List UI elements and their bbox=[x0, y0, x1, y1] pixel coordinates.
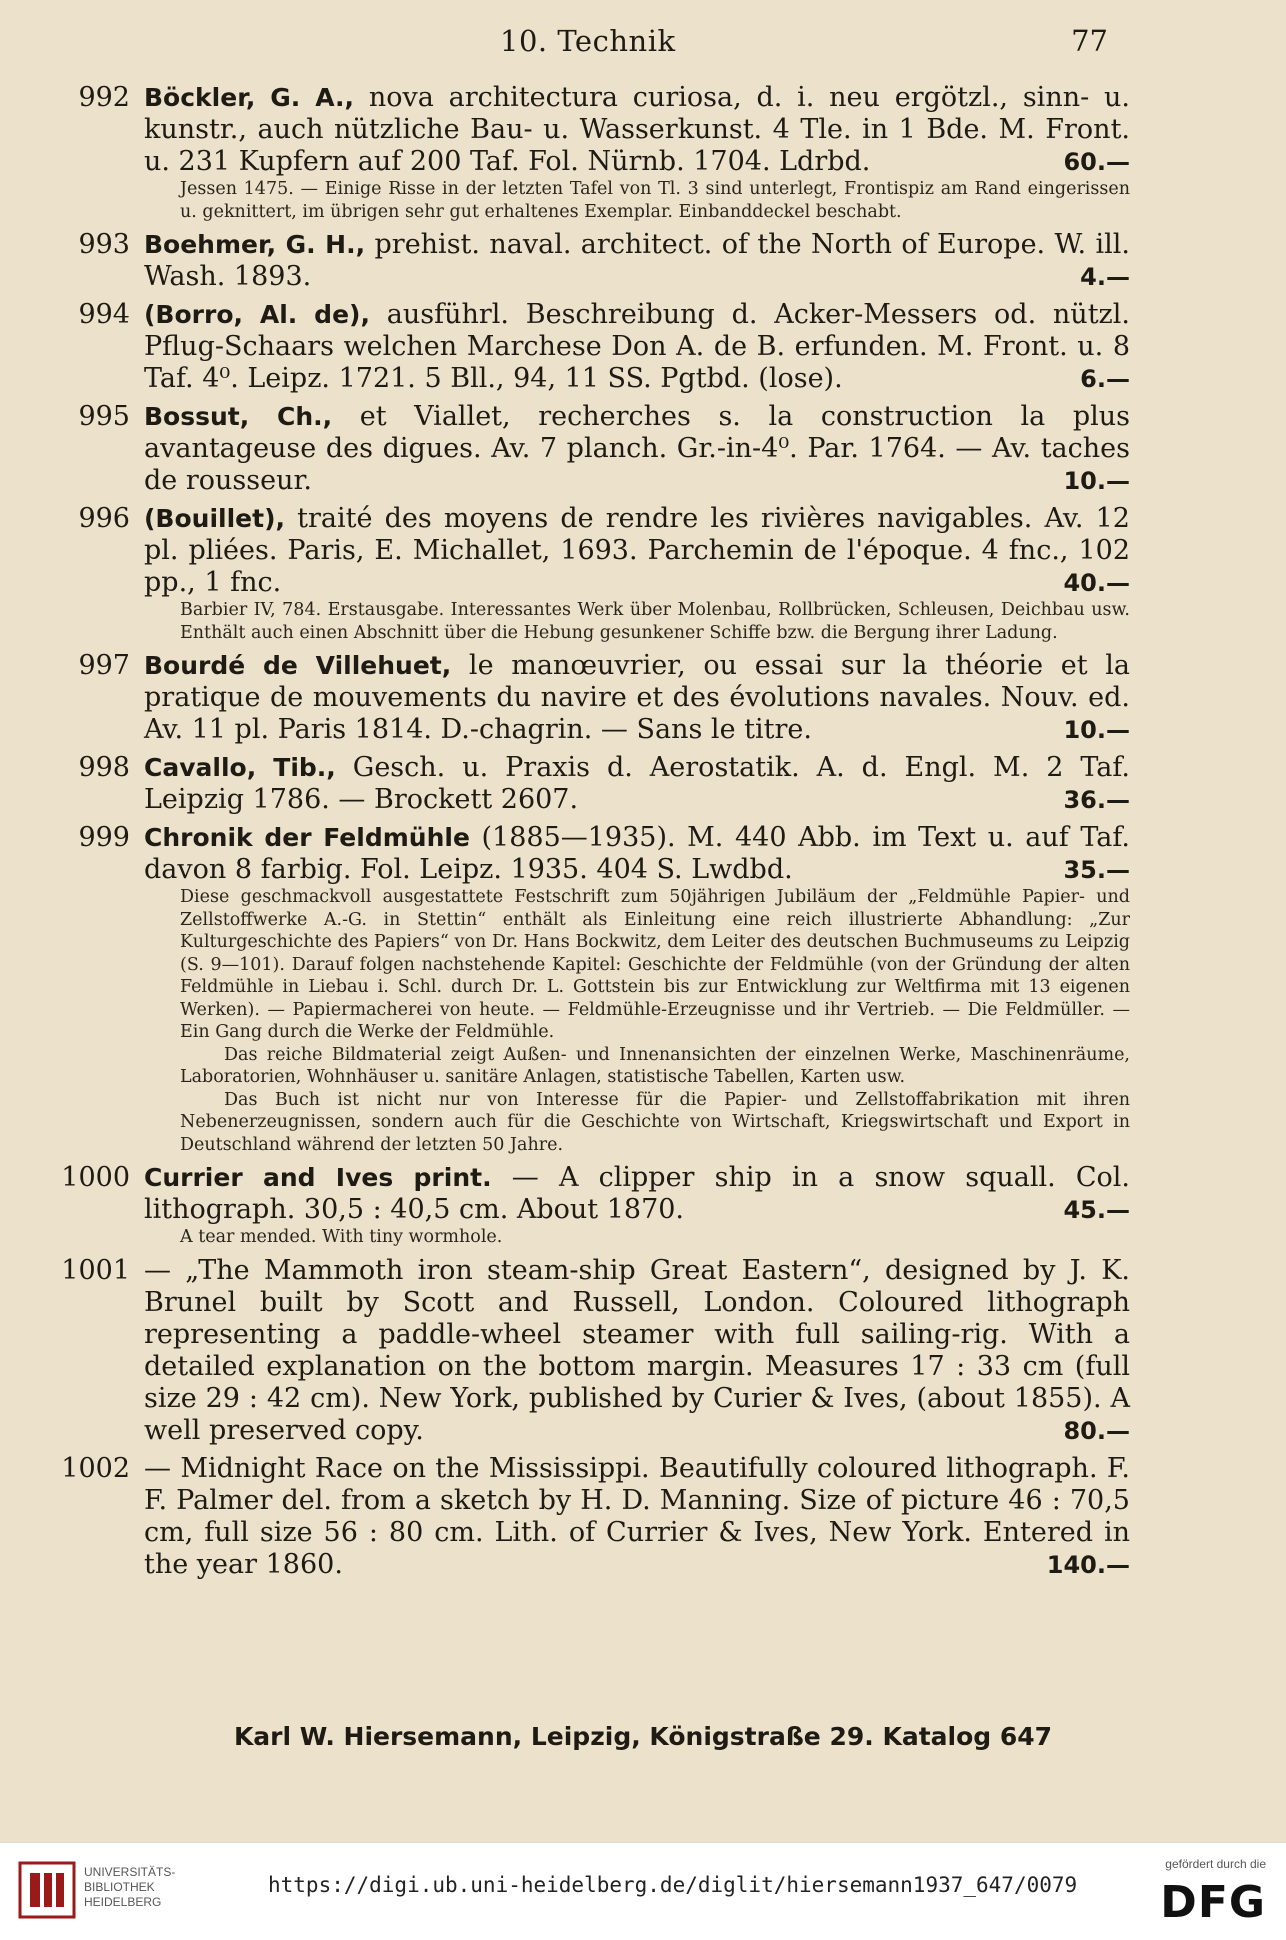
entry-note bbox=[180, 886, 1130, 1156]
catalog-entry bbox=[60, 82, 1130, 223]
catalog-entry bbox=[60, 752, 1130, 816]
entry-author: Bourdé de Villehuet, bbox=[144, 651, 452, 680]
entry-price: 40.— bbox=[1063, 569, 1130, 597]
entry-author: Boehmer, G. H., bbox=[144, 230, 366, 259]
entry-description bbox=[144, 503, 1130, 599]
entry-number: 992 bbox=[78, 82, 130, 113]
catalog-entry bbox=[60, 1255, 1130, 1447]
entry-author: Böckler, G. A., bbox=[144, 83, 355, 112]
entry-price: 10.— bbox=[1063, 716, 1130, 744]
entry-number: 998 bbox=[78, 752, 130, 783]
note-paragraph: Das reiche Bildmaterial zeigt Außen- und Innenansichten der einzelnen Werke, Maschinenräume, Laboratorien, Wohnhäuser u. sanitäre Anlagen, statistische Tabellen, Karten usw. bbox=[180, 1044, 1130, 1087]
entry-author: Bossut, Ch., bbox=[144, 402, 333, 431]
entry-note bbox=[180, 599, 1130, 644]
entry-price: 4.— bbox=[1080, 263, 1130, 291]
entry-text: — Midnight Race on the Mississippi. Beautifully coloured lithograph. F. F. Palmer del. from a sketch by H. D. Manning. Size of picture 46 : 70,5 cm, full size 56 : 80 cm. Lith. of Currier & Ives, New York. Entered in the year 1860. bbox=[144, 1452, 1130, 1580]
entry-author: Cavallo, Tib., bbox=[144, 753, 336, 782]
entry-note bbox=[180, 178, 1130, 223]
entry-description bbox=[144, 650, 1130, 746]
note-paragraph: A tear mended. With tiny wormhole. bbox=[180, 1227, 503, 1247]
catalog-entry bbox=[60, 299, 1130, 395]
viewer-footer-bar bbox=[0, 1842, 1286, 1940]
catalog-entry bbox=[60, 401, 1130, 497]
entry-note bbox=[180, 1226, 1130, 1249]
entry-description bbox=[144, 1255, 1130, 1447]
catalog-entries bbox=[60, 82, 1130, 1587]
note-paragraph: Barbier IV, 784. Erstausgabe. Interessantes Werk über Molenbau, Rollbrücken, Schleusen, Deichbau usw. Enthält auch einen Abschnitt über die Hebung gesunkener Schiffe bzw. die Bergung ihrer Ladung. bbox=[180, 600, 1130, 643]
entry-price: 35.— bbox=[1063, 856, 1130, 884]
entry-price: 45.— bbox=[1063, 1196, 1130, 1224]
catalog-entry bbox=[60, 1453, 1130, 1581]
note-paragraph: Jessen 1475. — Einige Risse in der letzten Tafel von Tl. 3 sind unterlegt, Frontispiz am Rand eingerissen u. geknittert, im übrigen sehr gut erhaltenes Exemplar. Einbanddeckel beschabt. bbox=[180, 179, 1130, 222]
entry-text: et Viallet, recherches s. la construction la plus avantageuse des digues. Av. 7 planch. Gr.-in-4⁰. Par. 1764. — Av. taches de rousseur. bbox=[144, 401, 1130, 496]
catalog-entry bbox=[60, 822, 1130, 1156]
entry-number: 997 bbox=[78, 650, 130, 681]
section-title: 10. Technik bbox=[500, 24, 676, 58]
entry-text: — A clipper ship in a snow squall. Col. lithograph. 30,5 : 40,5 cm. About 1870. bbox=[144, 1162, 1131, 1225]
university-library-logo-icon bbox=[18, 1861, 76, 1919]
entry-description bbox=[144, 401, 1130, 497]
dfg-logo: DFG bbox=[1160, 1877, 1266, 1928]
entry-number: 993 bbox=[78, 229, 130, 260]
entry-text: nova architectura curiosa, d. i. neu ergötzl., sinn- u. kunstr., auch nützliche Bau- u. Wasserkunst. 4 Tle. in 1 Bde. M. Front. u. 231 Kupfern auf 200 Taf. Fol. Nürnb. 1704. Ldrbd. bbox=[144, 82, 1130, 177]
entry-description bbox=[144, 752, 1130, 816]
page-number: 77 bbox=[1071, 24, 1108, 58]
entry-description bbox=[144, 1453, 1130, 1581]
catalog-entry bbox=[60, 229, 1130, 293]
entry-author: (Bouillet), bbox=[144, 504, 285, 533]
permalink-link[interactable]: https://digi.ub.uni-heidelberg.de/diglit/hiersemann1937_647/0079 bbox=[268, 1873, 1078, 1897]
entry-price: 80.— bbox=[1063, 1416, 1130, 1445]
publisher-footer: Karl W. Hiersemann, Leipzig, Königstraße 29. Katalog 647 bbox=[233, 1722, 1053, 1751]
entry-author: (Borro, Al. de), bbox=[144, 300, 370, 329]
entry-description bbox=[144, 82, 1130, 178]
entry-number: 999 bbox=[78, 822, 130, 853]
entry-text: Gesch. u. Praxis d. Aerostatik. A. d. Engl. M. 2 Taf. Leipzig 1786. — Brockett 2607. bbox=[144, 752, 1130, 815]
entry-text: — „The Mammoth iron steam-ship Great Eastern“, designed by J. K. Brunel built by Scott and Russell, London. Coloured lithograph representing a paddle-wheel steamer with full sailing-rig. With a detailed explanation on the bottom margin. Measures 17 : 33 cm (full size 29 : 42 cm). New York, published by Curier & Ives, (about 1855). A well preserved copy. bbox=[144, 1254, 1130, 1446]
entry-price: 10.— bbox=[1063, 467, 1130, 495]
library-name bbox=[84, 1865, 175, 1910]
entry-description bbox=[144, 1162, 1130, 1226]
entry-price: 60.— bbox=[1063, 148, 1130, 176]
library-line: BIBLIOTHEK bbox=[84, 1880, 155, 1894]
entry-number: 1000 bbox=[61, 1162, 130, 1193]
entry-price: 140.— bbox=[1046, 1550, 1130, 1579]
entry-text: traité des moyens de rendre les rivières navigables. Av. 12 pl. pliées. Paris, E. Michallet, 1693. Parchemin de l'époque. 4 fnc., 102 pp., 1 fnc. bbox=[144, 503, 1130, 598]
entry-author: Currier and Ives print. bbox=[144, 1163, 492, 1192]
entry-text: (1885—1935). M. 440 Abb. im Text u. auf Taf. davon 8 farbig. Fol. Leipz. 1935. 404 S. Lwdbd. bbox=[144, 822, 1130, 885]
entry-description bbox=[144, 299, 1130, 395]
entry-author: Chronik der Feldmühle bbox=[144, 823, 470, 852]
entry-number: 1001 bbox=[61, 1254, 130, 1286]
entry-description bbox=[144, 229, 1130, 293]
catalog-entry bbox=[60, 1162, 1130, 1249]
note-paragraph: Das Buch ist nicht nur von Interesse für die Papier- und Zellstoffabrikation mit ihren Nebenerzeugnissen, sondern auch für die Geschichte von Wirtschaft, Kriegswirtschaft und Export in Deutschland während der letzten 50 Jahre. bbox=[180, 1089, 1130, 1155]
entry-description bbox=[144, 822, 1130, 886]
note-paragraph: Diese geschmackvoll ausgestattete Festschrift zum 50jährigen Jubiläum der „Feldmühle Papier- und Zellstoffwerke A.-G. in Stettin“ enthält als Einleitung eine reich illustrierte Abhandlung: „Zur Kulturgeschichte des Papiers“ von Dr. Hans Bockwitz, dem Leiter des deutschen Buchmuseums zu Leipzig (S. 9—101). Darauf folgen nachstehende Kapitel: Geschichte der Feldmühle (von der Gründung der alten Feldmühle in Liebau i. Schl. durch Dr. L. Gottstein bis zur Entwicklung zur Weltfirma mit 13 eigenen Werken). — Papiermacherei von heute. — Feldmühle-Erzeugnisse und ihr Vertrieb. — Die Feldmüller. — Ein Gang durch die Werke der Feldmühle. bbox=[180, 887, 1130, 1042]
page-header bbox=[0, 20, 1286, 64]
entry-text: le manœuvrier, ou essai sur la théorie et la pratique de mouvements du navire et des évolutions navales. Nouv. ed. Av. 11 pl. Paris 1814. D.-chagrin. — Sans le titre. bbox=[144, 650, 1130, 745]
library-line: HEIDELBERG bbox=[84, 1895, 162, 1909]
entry-text: prehist. naval. architect. of the North of Europe. W. ill. Wash. 1893. bbox=[144, 229, 1131, 292]
entry-number: 1002 bbox=[61, 1452, 130, 1484]
library-line: UNIVERSITÄTS- bbox=[84, 1865, 176, 1879]
entry-number: 994 bbox=[78, 299, 130, 330]
catalog-entry bbox=[60, 650, 1130, 746]
entry-number: 995 bbox=[78, 401, 130, 432]
entry-price: 36.— bbox=[1063, 786, 1130, 814]
entry-number: 996 bbox=[78, 503, 130, 534]
entry-price: 6.— bbox=[1080, 365, 1130, 393]
sponsor-label: gefördert durch die bbox=[1165, 1857, 1266, 1871]
entry-text: ausführl. Beschreibung d. Acker-Messers od. nützl. Pflug-Schaars welchen Marchese Don A. de B. erfunden. M. Front. u. 8 Taf. 4⁰. Leipz. 1721. 5 Bll., 94, 11 SS. Pgtbd. (lose). bbox=[144, 299, 1130, 394]
catalog-entry bbox=[60, 503, 1130, 644]
